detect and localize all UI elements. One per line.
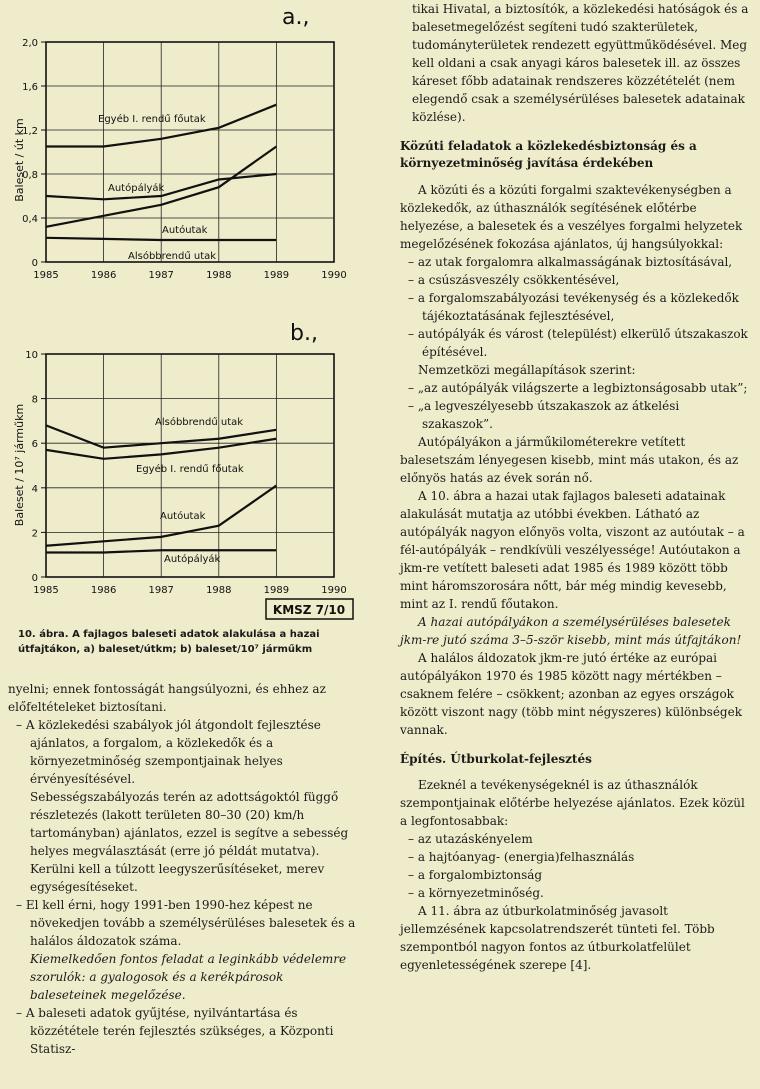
x-tick-label: 1986	[90, 585, 117, 596]
list-item: – „az autópályák világszerte a legbiztonságosabb utak”;	[400, 379, 750, 397]
list-item: – a forgalombiztonság	[400, 866, 750, 884]
chart-b	[0, 310, 372, 625]
y-tick-label: 0,4	[22, 214, 38, 225]
list-item: – a környezetminőség.	[400, 884, 750, 902]
chart-b-label: b.,	[290, 321, 318, 346]
y-tick-label: 6	[31, 439, 38, 451]
list-item: – a hajtóanyag- (energia)felhasználás	[400, 848, 750, 866]
right-paragraph-5: A hazai autópályákon a személysérüléses balesetek jkm-re jutó száma 3–5-ször kisebb, mint más útfajtákon!	[400, 614, 742, 647]
chart-b-ylabel: Baleset / 10⁷ járműkm	[13, 403, 26, 527]
section-heading-1: Közúti feladatok a közlekedésbiztonság és a környezetminőség javítása érdekében	[400, 139, 697, 171]
series-label-a-1: Autópályák	[108, 183, 165, 194]
x-tick-label: 1988	[206, 585, 232, 596]
x-tick-label: 1987	[148, 585, 174, 596]
right-paragraph-7: Ezeknél a tevékenységeknél is az úthasználók szempontjainak előtérbe helyezése ajánlatos. Ezek közül a legfontosabbak:	[400, 778, 745, 829]
series-label-b-2: Autóutak	[160, 511, 206, 522]
chart-a	[0, 0, 372, 300]
list-item: – az utak forgalomra alkalmasságának biztosításával,	[400, 253, 750, 271]
series-label-b-1: Egyéb I. rendű főutak	[136, 464, 244, 475]
right-paragraph-0: tikai Hivatal, a biztosítók, a közlekedési hatóságok és a balesetmegelőzést segíteni tudó szakterületek, tudományterületek rendezett együttműködésével. Meg kell oldani a csak anyagi káros balesetek ill. az összes káreset főbb adatainak rendszeres közzétételét (nem elegendő csak a személysérüléses balesetek adatainak közlése).	[412, 2, 749, 124]
left-item-1: – A közlekedési szabályok jól átgondolt fejlesztése ajánlatos, a forgalom, a közlekedők és a környezetminőség szempontjainak helyes érvényesítésével.	[8, 716, 363, 788]
series-label-a-2: Autóutak	[162, 225, 208, 236]
figure-caption: 10. ábra. A fajlagos baleseti adatok alakulása a hazai útfajtákon, a) baleset/útkm; b) baleset/10⁷ járműkm	[18, 629, 320, 655]
right-paragraph-3: Autópályákon a járműkilométerekre vetített balesetszám lényegesen kisebb, mint más utakon, és az előnyös hatás az évek során nő.	[400, 434, 739, 485]
series-label-b-3: Autópályák	[164, 554, 221, 565]
right-paragraph-2: Nemzetközi megállapítások szerint:	[418, 362, 636, 377]
left-text-column	[8, 680, 363, 1058]
y-tick-label: 2,0	[22, 38, 38, 49]
y-tick-label: 10	[25, 350, 38, 361]
y-tick-label: 1,6	[22, 82, 38, 93]
x-tick-label: 1989	[263, 585, 290, 596]
y-tick-label: 4	[31, 483, 38, 495]
left-paragraph-2: Sebességszabályozás terén az adottságoktól függő részletezés (lakott területen 80–30 (20) km/h tartományban) ajánlatos, ezzel is segítve a sebesség helyes megválasztását (erre jó példát mutatva). Kerülni kell a túlzott leegyszerűsítéseket, merev egységesítéseket.	[30, 790, 349, 894]
left-paragraph-1: nyelni; ennek fontosságát hangsúlyozni, és ehhez az előfeltételeket biztosítani.	[8, 682, 326, 714]
right-paragraph-1: A közúti és a közúti forgalmi szaktevékenységben a közlekedők, az úthasználók segítésének előtérbe helyezése, a balesetek és a veszélyes forgalmi helyzetek megelőzésének fokozása ajánlatos, új hangsúlyokkal:	[400, 182, 743, 251]
left-paragraph-3: Kiemelkedően fontos feladat a leginkább védelemre szorulók: a gyalogosok és a kerékpárosok baleseteinek megelőzése.	[30, 952, 347, 1002]
chart-a-ylabel: Baleset / út km	[13, 118, 26, 202]
y-tick-label: 2	[31, 528, 38, 540]
list-3	[400, 830, 750, 902]
list-item: – „a legveszélyesebb útszakaszok az átkelési szakaszok”.	[400, 397, 750, 433]
stamp-text: KMSZ 7/10	[272, 603, 346, 617]
series-label-b-0: Alsóbbrendű utak	[155, 417, 244, 428]
x-tick-label: 1986	[90, 270, 117, 281]
list-item: – az utazáskényelem	[400, 830, 750, 848]
x-tick-label: 1985	[33, 585, 59, 596]
y-tick-label: 0	[31, 573, 38, 584]
list-item: – autópályák és várost (települést) elkerülő útszakaszok építésével.	[400, 325, 750, 361]
y-tick-label: 0,8	[22, 170, 38, 181]
x-tick-label: 1985	[33, 270, 59, 281]
y-tick-label: 8	[31, 394, 38, 406]
y-tick-label: 0	[31, 258, 38, 269]
list-item: – a csúszásveszély csökkentésével,	[400, 271, 750, 289]
x-tick-label: 1990	[321, 270, 347, 281]
x-tick-label: 1988	[206, 270, 232, 281]
y-tick-label: 1,2	[22, 126, 38, 137]
right-paragraph-6: A halálos áldozatok jkm-re jutó értéke az európai autópályákon 1970 és 1985 között nagy mértékben – csaknem felére – csökkent; azonban az egyes országok között viszont nagy (több mint négyszeres) különbségek vannak.	[400, 650, 742, 737]
series-label-a-3: Alsóbbrendű utak	[128, 251, 217, 262]
left-item-2: – El kell érni, hogy 1991-ben 1990-hez képest ne növekedjen tovább a személysérüléses balesetek és a halálos áldozatok száma.	[8, 896, 363, 950]
x-tick-label: 1990	[321, 585, 347, 596]
right-paragraph-4: A 10. ábra a hazai utak fajlagos baleseti adatainak alakulását mutatja az utóbbi években. Látható az autópályák nagyon előnyös volta, viszont az autóutak – a fél-autópályák – rendkívüli veszélyessége! Autóutakon a jkm-re vetített baleseti adat 1985 és 1989 között több mint háromszorosára nőtt, bár még mindig kevesebb, mint az I. rendű főutakon.	[400, 488, 745, 611]
series-label-a-0: Egyéb I. rendű főutak	[98, 114, 206, 125]
x-tick-label: 1987	[148, 270, 174, 281]
right-text-column	[400, 0, 750, 974]
chart-a-label: a.,	[282, 5, 310, 30]
section-heading-2: Építés. Útburkolat-fejlesztés	[400, 751, 592, 766]
list-item: – a forgalomszabályozási tevékenység és a közlekedők tájékoztatásának fejlesztésével,	[400, 289, 750, 325]
list-1	[400, 253, 750, 361]
left-item-3: – A baleseti adatok gyűjtése, nyilvántartása és közzététele terén fejlesztés szükséges, a Központi Statisz-	[8, 1004, 363, 1058]
list-2	[400, 379, 750, 433]
right-paragraph-8: A 11. ábra az útburkolatminőség javasolt jellemzésének kapcsolatrendszerét tünteti fel. Több szempontból nagyon fontos az útburkolatfelület egyenletességének szerepe [4].	[400, 904, 715, 973]
x-tick-label: 1989	[263, 270, 290, 281]
